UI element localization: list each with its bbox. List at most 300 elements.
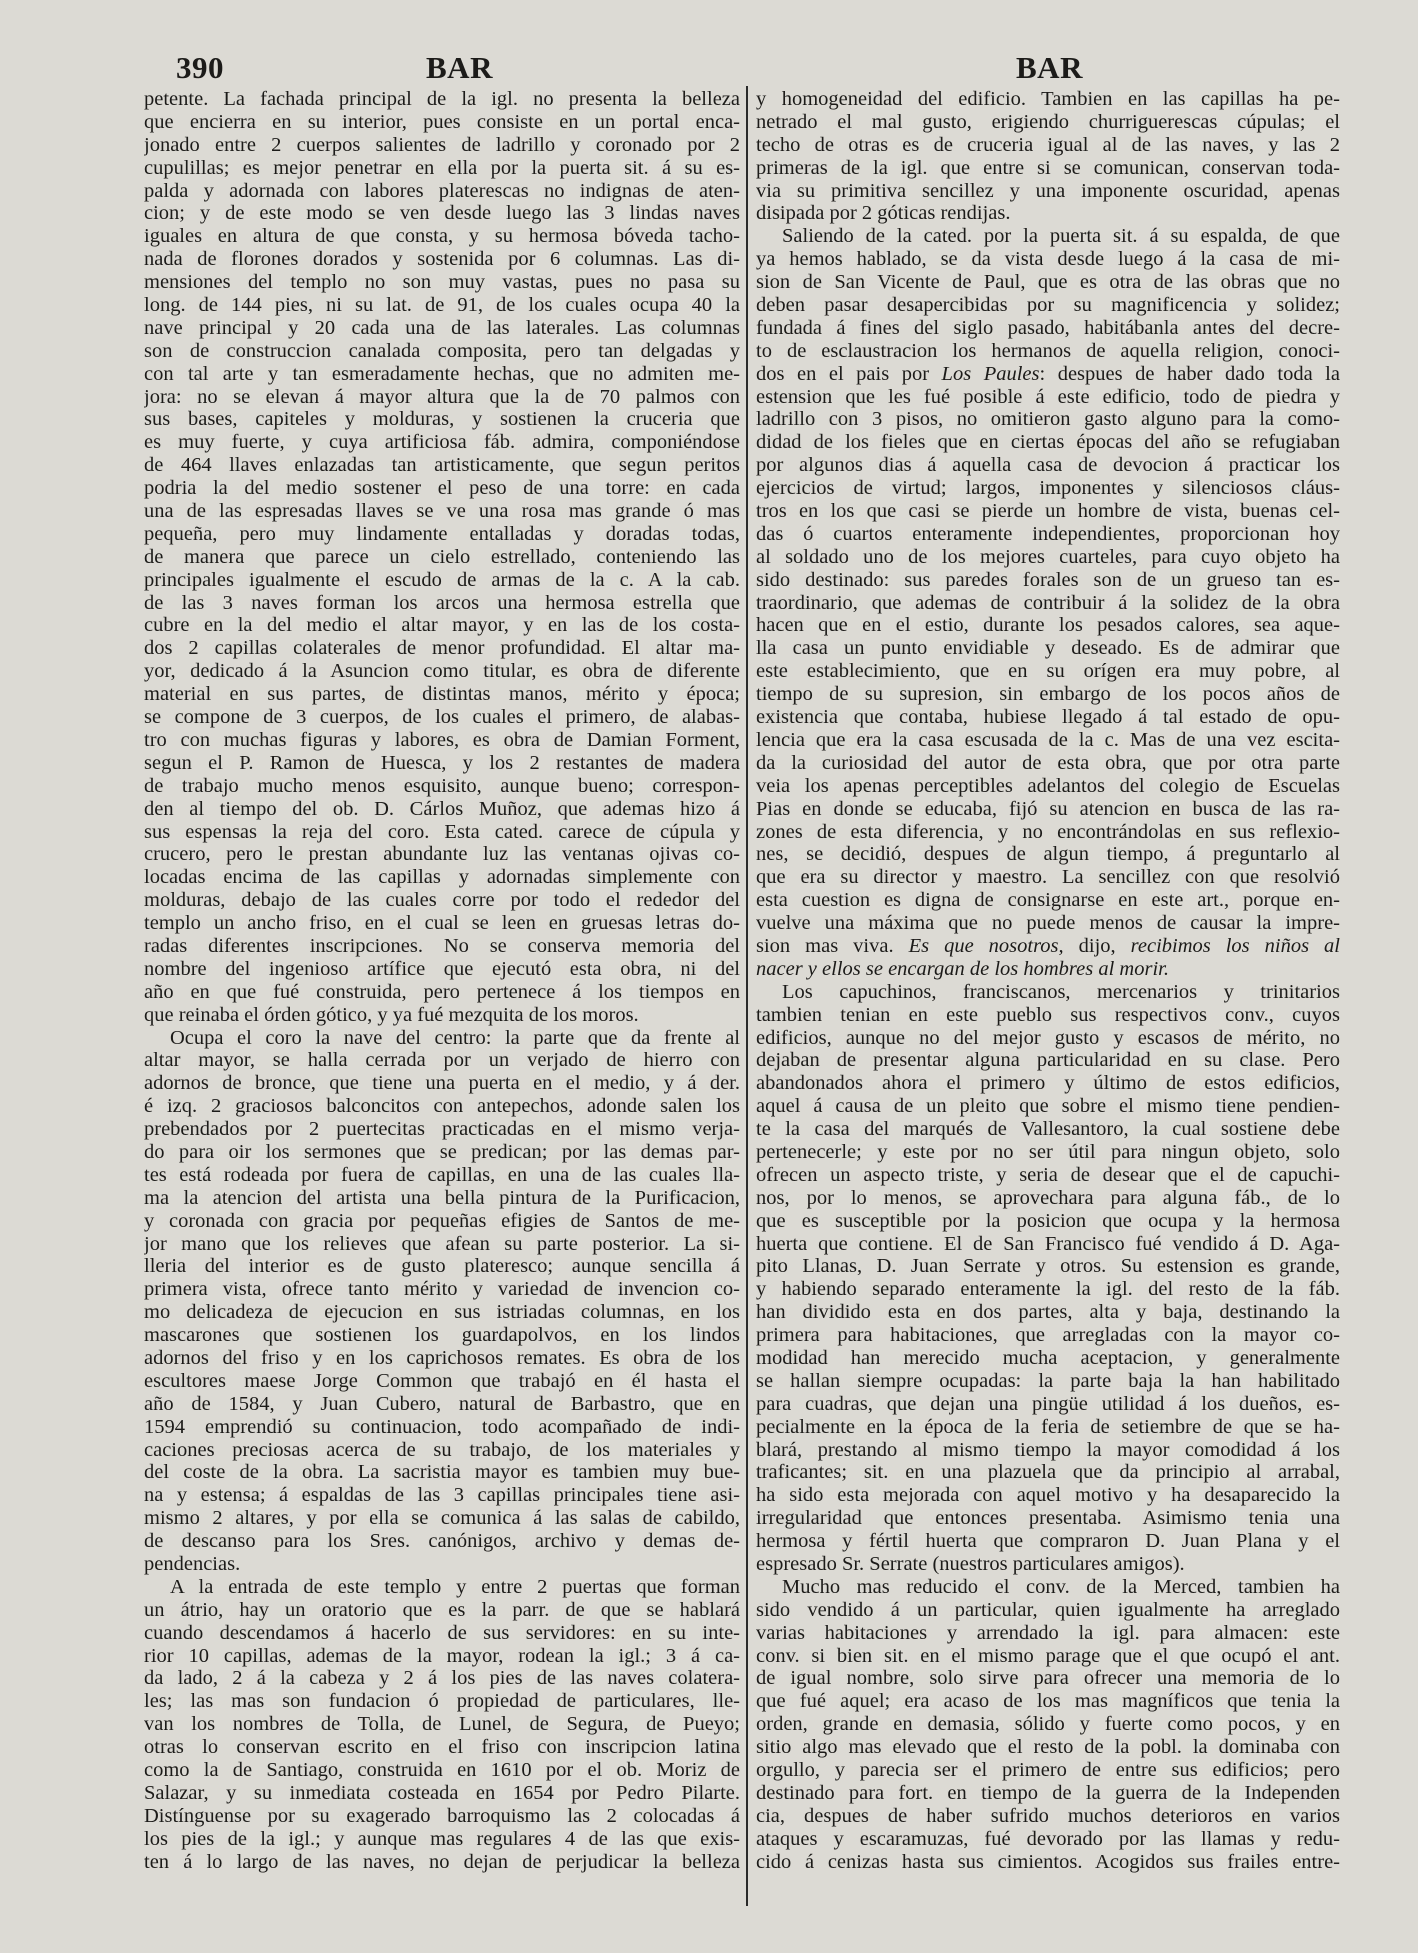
text-line bbox=[144, 843, 740, 866]
text-line bbox=[756, 1301, 1340, 1324]
text-line bbox=[756, 1622, 1340, 1645]
line-text: to de esclaustracion los hermanos de aquella religion, conoci- bbox=[756, 339, 1340, 362]
line-text: pito Llanas, D. Juan Serrate y otros. Su estension es grande, bbox=[756, 1255, 1340, 1278]
line-text: ma la atencion del artista una bella pintura de la Purificacion, bbox=[144, 1186, 740, 1209]
text-line bbox=[756, 614, 1340, 637]
text-line bbox=[756, 821, 1340, 844]
line-text: rior 10 capillas, ademas de la mayor, rodean la igl.; 3 á ca- bbox=[144, 1644, 740, 1667]
text-line bbox=[144, 1690, 740, 1713]
text-line bbox=[144, 1667, 740, 1690]
line-text: vuelve una máxima que no puede menos de causar la impre- bbox=[756, 912, 1340, 935]
text-line bbox=[756, 1713, 1340, 1736]
line-text: lencia que era la casa escusada de la c. Mas de una vez escita- bbox=[756, 728, 1340, 751]
line-text: na y estensa; á espaldas de las 3 capillas principales tiene asi- bbox=[144, 1484, 740, 1507]
line-text: pendencias. bbox=[144, 1553, 241, 1575]
line-text: sus bases, capiteles y molduras, y sostienen la cruceria que bbox=[144, 408, 740, 431]
line-text: ladrillo con 3 pisos, no omitieron gasto alguno para la como- bbox=[756, 408, 1340, 431]
text-line bbox=[756, 637, 1340, 660]
line-text: que era su director y maestro. La sencillez con que resolvió bbox=[756, 866, 1340, 889]
line-text: destinado para fort. en tiempo de la guerra de la Independen bbox=[756, 1781, 1340, 1804]
line-text: de 464 llaves enlazadas tan artisticamente, que segun peritos bbox=[144, 454, 740, 477]
line-text: mo delicadeza de ejecucion en sus istriadas columnas, en los bbox=[144, 1301, 740, 1324]
line-text: irregularidad que entonces presentaba. Asimismo tenia una bbox=[756, 1507, 1340, 1530]
line-text: blará, prestando al mismo tiempo la mayor comodidad á los bbox=[756, 1438, 1340, 1461]
line-text: palda y adornada con labores platerescas no indignas de aten- bbox=[144, 179, 740, 202]
line-text: del coste de la obra. La sacristia mayor es tambien muy bue- bbox=[144, 1461, 740, 1484]
text-line bbox=[756, 1484, 1340, 1507]
text-line bbox=[144, 1553, 740, 1576]
line-text: ha sido esta mejorada con aquel motivo y ha desaparecido la bbox=[756, 1484, 1340, 1507]
text-line bbox=[756, 1187, 1340, 1210]
text-line bbox=[756, 225, 1340, 248]
text-line bbox=[144, 1118, 740, 1141]
text-line bbox=[756, 1667, 1340, 1690]
line-text: son de construccion canalada composita, pero tan delgadas y bbox=[144, 339, 740, 362]
line-text: molduras, debajo de las cuales corre por todo el rededor del bbox=[144, 889, 740, 912]
text-line bbox=[144, 1805, 740, 1828]
text-line bbox=[756, 706, 1340, 729]
text-line bbox=[756, 1851, 1340, 1874]
line-text: sus espensas la reja del coro. Esta cated. carece de cúpula y bbox=[144, 820, 740, 843]
line-text: sitio algo mas elevado que el resto de la pobl. la dominaba con bbox=[756, 1736, 1340, 1759]
text-line bbox=[144, 317, 740, 340]
line-text: cupulillas; es mejor penetrar en ella por la puerta sit. á su es- bbox=[144, 156, 740, 179]
line-text: al soldado uno de los mejores cuarteles, para cuyo objeto ha bbox=[756, 545, 1340, 568]
line-text: huerta que contiene. El de San Francisco fué vendido á D. Aga- bbox=[756, 1232, 1340, 1255]
line-text: este establecimiento, que en su orígen era muy pobre, al bbox=[756, 660, 1340, 683]
text-line bbox=[144, 1599, 740, 1622]
line-text: orden, grande en demasia, sólido y fuerte como pocos, y en bbox=[756, 1713, 1340, 1736]
running-headword-left: BAR bbox=[426, 50, 493, 85]
italic-text: Es que nosotros, bbox=[908, 934, 1064, 957]
text-line bbox=[756, 866, 1340, 889]
line-text: te la casa del marqués de Vallesantoro, la cual sostiene debe bbox=[756, 1118, 1340, 1141]
text-line bbox=[144, 729, 740, 752]
text-line bbox=[144, 431, 740, 454]
text-line bbox=[144, 134, 740, 157]
line-text: altar mayor, se halla cerrada por un verjado de hierro con bbox=[144, 1049, 740, 1072]
text-line bbox=[144, 1713, 740, 1736]
line-text: abandonados ahora el primero y último de estos edificios, bbox=[756, 1072, 1340, 1095]
line-text: esta cuestion es digna de consignarse en este art., porque en- bbox=[756, 889, 1340, 912]
line-text: lleria del interior es de gusto plateresco; aunque sencilla á bbox=[144, 1255, 740, 1278]
text-line bbox=[756, 431, 1340, 454]
line-text: que fué aquel; era acaso de los mas magníficos que tenia la bbox=[756, 1690, 1340, 1713]
line-text: sion mas viva. bbox=[756, 934, 909, 957]
text-line bbox=[756, 1439, 1340, 1462]
line-text: jor mano que los relieves que afean su parte posterior. La si- bbox=[144, 1232, 740, 1255]
right-text-column bbox=[756, 88, 1340, 1873]
line-text: cion; y de este modo se ven desde luego las 3 lindas naves bbox=[144, 202, 740, 225]
text-line bbox=[144, 1301, 740, 1324]
text-line bbox=[144, 912, 740, 935]
line-text: fundada á fines del siglo pasado, habitábanla antes del decre- bbox=[756, 316, 1340, 339]
line-text: conv. si bien sit. en el mismo parage que el que ocupó el ant. bbox=[756, 1644, 1340, 1667]
line-text: Ocupa el coro la nave del centro: la parte que da frente al bbox=[170, 1026, 740, 1049]
text-line bbox=[144, 1416, 740, 1439]
text-line bbox=[756, 454, 1340, 477]
text-line bbox=[756, 1507, 1340, 1530]
text-line bbox=[756, 157, 1340, 180]
line-text: de manera que parece un cielo estrellado, conteniendo las bbox=[144, 545, 740, 568]
line-text: pertenecerle; y este por no ser útil para ningun objeto, solo bbox=[756, 1140, 1340, 1163]
text-line bbox=[756, 729, 1340, 752]
text-line bbox=[756, 1805, 1340, 1828]
text-line bbox=[144, 614, 740, 637]
text-line bbox=[756, 248, 1340, 271]
text-line bbox=[144, 866, 740, 889]
text-line bbox=[144, 202, 740, 225]
italic-text: nacer y ellos se encargan de los hombres al morir. bbox=[756, 957, 1169, 980]
text-line bbox=[756, 1118, 1340, 1141]
line-text: segun el P. Ramon de Huesca, y los 2 restantes de madera bbox=[144, 751, 740, 774]
text-line bbox=[756, 88, 1340, 111]
line-text: das ó cuartos enteramente independientes, proporcionan hoy bbox=[756, 522, 1340, 545]
text-line bbox=[756, 775, 1340, 798]
line-text: mascarones que sostienen los guardapolvos, en los lindos bbox=[144, 1324, 740, 1347]
line-text: ejercicios de virtud; largos, imponentes y silenciosos cláus- bbox=[756, 477, 1340, 500]
text-line bbox=[756, 1759, 1340, 1782]
line-text: dos en el pais por bbox=[756, 362, 942, 385]
text-line bbox=[144, 1004, 740, 1027]
text-line bbox=[144, 1530, 740, 1553]
text-line bbox=[144, 1439, 740, 1462]
line-text: y habiendo separado enteramente la igl. del resto de la fáb. bbox=[756, 1278, 1340, 1301]
text-line bbox=[144, 1782, 740, 1805]
page-number: 390 bbox=[176, 50, 224, 85]
line-text: ataques y escaramuzas, fué devorado por las llamas y redu- bbox=[756, 1827, 1340, 1850]
text-line bbox=[144, 1851, 740, 1874]
line-text: do para oir los sermones que se predican; por las demas par- bbox=[144, 1140, 740, 1163]
line-text: deben pasar desapercibidas por su magnificencia y solidez; bbox=[756, 294, 1340, 317]
line-text: traficantes; sit. en una plazuela que da principio al arrabal, bbox=[756, 1461, 1340, 1484]
line-text: de igual nombre, solo sirve para ofrecer una memoria de lo bbox=[756, 1667, 1340, 1690]
line-text: dejaban de presentar alguna particularidad en su clase. Pero bbox=[756, 1049, 1340, 1072]
text-line bbox=[756, 134, 1340, 157]
line-text: tes está rodeada por fuera de capillas, en una de las cuales lla- bbox=[144, 1163, 740, 1186]
text-line bbox=[756, 1645, 1340, 1668]
line-text: cido á cenizas hasta sus cimientos. Acogidos sus frailes entre- bbox=[756, 1850, 1340, 1873]
text-line bbox=[144, 775, 740, 798]
text-line bbox=[756, 363, 1340, 386]
line-text: jora: no se elevan á mayor altura que la de 70 palmos con bbox=[144, 385, 740, 408]
line-text: long. de 144 pies, ni su lat. de 91, de los cuales ocupa 40 la bbox=[144, 294, 740, 317]
line-text: Saliendo de la cated. por la puerta sit. á su espalda, de que bbox=[782, 225, 1340, 248]
text-line bbox=[756, 1095, 1340, 1118]
text-line bbox=[756, 1233, 1340, 1256]
line-text: que es susceptible por la posicion que ocupa y la hermosa bbox=[756, 1209, 1340, 1232]
text-line bbox=[144, 1072, 740, 1095]
line-text: lla casa un punto envidiable y deseado. Es de admirar que bbox=[756, 637, 1340, 660]
line-text: tros en los que casi se pierde un hombre de vista, buenas cel- bbox=[756, 500, 1340, 523]
line-text: pecialmente en la época de la feria de setiembre de que se ha- bbox=[756, 1415, 1340, 1438]
column-divider bbox=[746, 86, 748, 1906]
line-text: se compone de 3 cuerpos, de los cuales el primero, de alabas- bbox=[144, 706, 740, 729]
line-text: van los nombres de Tolla, de Lunel, de Segura, de Pueyo; bbox=[144, 1713, 740, 1736]
text-line bbox=[756, 294, 1340, 317]
text-line bbox=[756, 1324, 1340, 1347]
line-text: Pias en donde se educaba, fijó su atencion en busca de las ra- bbox=[756, 797, 1340, 820]
text-line bbox=[144, 1393, 740, 1416]
line-text: sion de San Vicente de Paul, que es otra de las obras que no bbox=[756, 271, 1340, 294]
line-text: didad de los fieles que en ciertas épocas del año se refugiaban bbox=[756, 431, 1340, 454]
line-text: dos 2 capillas colaterales de menor profundidad. El altar ma- bbox=[144, 637, 740, 660]
text-line bbox=[144, 500, 740, 523]
text-line bbox=[756, 477, 1340, 500]
line-text: yor, dedicado á la Asuncion como titular, es obra de diferente bbox=[144, 660, 740, 683]
text-line bbox=[756, 1004, 1340, 1027]
line-text: espresado Sr. Serrate (nuestros particulares amigos). bbox=[756, 1553, 1185, 1575]
text-line bbox=[756, 340, 1340, 363]
line-text: 1594 emprendió su continuacion, todo acompañado de indi- bbox=[144, 1415, 740, 1438]
italic-text: recibimos los niños al bbox=[1130, 934, 1340, 957]
line-text: locadas encima de las capillas y adornadas simplemente con bbox=[144, 866, 740, 889]
text-line bbox=[756, 1278, 1340, 1301]
line-text: sido destinado: sus paredes forales son de un grueso tan es- bbox=[756, 568, 1340, 591]
line-text: cubre en la del medio el altar mayor, y en las de los costa- bbox=[144, 614, 740, 637]
text-line bbox=[756, 660, 1340, 683]
line-text: estension que les fué posible á este edificio, todo de piedra y bbox=[756, 385, 1340, 408]
text-line bbox=[756, 1576, 1340, 1599]
line-text: orgullo, y parecia ser el primero de entre sus edificios; pero bbox=[756, 1759, 1340, 1782]
text-line bbox=[756, 180, 1340, 203]
text-line bbox=[144, 294, 740, 317]
line-text: y coronada con gracia por pequeñas efigies de Santos de me- bbox=[144, 1209, 740, 1232]
text-line bbox=[144, 821, 740, 844]
line-text: para cuadras, que dejan una pingüe utilidad á los dueños, es- bbox=[756, 1392, 1340, 1415]
text-line bbox=[756, 798, 1340, 821]
text-line bbox=[144, 408, 740, 431]
text-line bbox=[144, 1759, 740, 1782]
text-line bbox=[756, 1141, 1340, 1164]
line-text: de descanso para los Sres. canónigos, archivo y demas de- bbox=[144, 1530, 740, 1553]
line-text: dijo, bbox=[1063, 934, 1131, 957]
text-line bbox=[756, 912, 1340, 935]
text-line bbox=[756, 317, 1340, 340]
line-text: y homogeneidad del edificio. Tambien en las capillas ha pe- bbox=[756, 88, 1340, 110]
line-text: año de 1584, y Juan Cubero, natural de Barbastro, que en bbox=[144, 1392, 740, 1415]
line-text: principales igualmente el escudo de armas de la c. A la cab. bbox=[144, 568, 740, 591]
line-text: nos, por lo menos, se aprovechara para alguna fáb., de lo bbox=[756, 1186, 1340, 1209]
line-text: por algunos dias á aquella casa de devocion á practicar los bbox=[756, 454, 1340, 477]
line-text: aquel á causa de un pleito que sobre el mismo tiene pendien- bbox=[756, 1095, 1340, 1118]
text-line bbox=[756, 1393, 1340, 1416]
text-line bbox=[756, 889, 1340, 912]
text-line bbox=[144, 1027, 740, 1050]
text-line bbox=[756, 1736, 1340, 1759]
line-text: de trabajo mucho menos esquisito, aunque bueno; correspon- bbox=[144, 774, 740, 797]
text-line bbox=[144, 683, 740, 706]
line-text: otras lo conservan escrito en el friso con inscripcion latina bbox=[144, 1736, 740, 1759]
line-text: sido vendido á un particular, quien igualmente ha arreglado bbox=[756, 1598, 1340, 1621]
line-text: traordinario, que ademas de contribuir á la solidez de la obra bbox=[756, 591, 1340, 614]
line-text: tiempo de su supresion, sin embargo de los pocos años de bbox=[756, 683, 1340, 706]
left-text-column bbox=[144, 88, 740, 1873]
line-text: prebendados por 2 puertecitas practicadas en el mismo verja- bbox=[144, 1118, 740, 1141]
line-text: primera para habitaciones, que arregladas con la mayor co- bbox=[756, 1324, 1340, 1347]
text-line bbox=[144, 1576, 740, 1599]
text-line bbox=[144, 386, 740, 409]
text-line bbox=[756, 1164, 1340, 1187]
line-text: los pies de la igl.; y aunque mas regulares 4 de las que exis- bbox=[144, 1827, 740, 1850]
line-text: pequeña, pero muy lindamente entalladas y doradas todas, bbox=[144, 522, 740, 545]
italic-text: Los Paules bbox=[941, 362, 1040, 385]
text-line bbox=[756, 1255, 1340, 1278]
text-line bbox=[756, 500, 1340, 523]
text-line bbox=[144, 889, 740, 912]
line-text: podria la del medio sostener el peso de una torre: en cada bbox=[144, 477, 740, 500]
text-line bbox=[144, 1141, 740, 1164]
text-line bbox=[144, 1278, 740, 1301]
text-line bbox=[756, 1530, 1340, 1553]
line-text: é izq. 2 graciosos balconcitos con antepechos, adonde salen los bbox=[144, 1095, 740, 1118]
line-text: ofrecen un aspecto triste, y seria de desear que el de capuchi- bbox=[756, 1163, 1340, 1186]
line-text: disipada por 2 góticas rendijas. bbox=[756, 202, 1011, 225]
text-line bbox=[756, 1599, 1340, 1622]
text-line bbox=[144, 1622, 740, 1645]
line-text: radas diferentes inscripciones. No se conserva memoria del bbox=[144, 934, 740, 957]
line-text: Distínguense por su exagerado barroquismo las 2 colocadas á bbox=[144, 1804, 740, 1827]
line-text: hacen que en el estio, durante los pesados calores, sea aque- bbox=[756, 614, 1340, 637]
text-line bbox=[756, 1027, 1340, 1050]
line-text: via su primitiva sencillez y una imponente oscuridad, apenas bbox=[756, 179, 1340, 202]
line-text: zones de esta diferencia, y no encontrándolas en sus reflexio- bbox=[756, 820, 1340, 843]
line-text: con tal arte y tan esmeradamente hechas, que no admiten me- bbox=[144, 362, 740, 385]
text-line bbox=[756, 386, 1340, 409]
text-line bbox=[144, 1233, 740, 1256]
line-text: hermosa y fértil huerta que compraron D. Juan Plana y el bbox=[756, 1530, 1340, 1553]
line-text: cia, despues de haber sufrido muchos deterioros en varios bbox=[756, 1804, 1340, 1827]
text-line bbox=[144, 706, 740, 729]
line-text: iguales en altura de que consta, y su hermosa bóveda tacho- bbox=[144, 225, 740, 248]
text-line bbox=[144, 111, 740, 134]
text-line bbox=[144, 592, 740, 615]
line-text: templo un ancho friso, en el cual se leen en gruesas letras do- bbox=[144, 912, 740, 935]
line-text: modidad han merecido mucha aceptacion, y generalmente bbox=[756, 1346, 1340, 1369]
line-text: año en que fué construida, pero pertenece á los tiempos en bbox=[144, 980, 740, 1003]
text-line bbox=[756, 111, 1340, 134]
text-line bbox=[756, 752, 1340, 775]
text-line bbox=[756, 1210, 1340, 1233]
text-line bbox=[756, 1461, 1340, 1484]
line-text: veia los apenas perceptibles adelantos del colegio de Escuelas bbox=[756, 774, 1340, 797]
line-text: mismo 2 altares, y por ella se comunica á las salas de cabildo, bbox=[144, 1507, 740, 1530]
text-line bbox=[756, 271, 1340, 294]
line-text: varias habitaciones y arrendado la igl. para almacen: este bbox=[756, 1621, 1340, 1644]
line-text: jonado entre 2 cuerpos salientes de ladrillo y coronado por 2 bbox=[144, 133, 740, 156]
text-line bbox=[756, 935, 1340, 958]
line-text: da lado, 2 á la cabeza y 2 á los pies de las naves colatera- bbox=[144, 1667, 740, 1690]
text-line bbox=[756, 569, 1340, 592]
text-line bbox=[144, 546, 740, 569]
line-text: caciones preciosas acerca de su trabajo, de los materiales y bbox=[144, 1438, 740, 1461]
text-line bbox=[144, 157, 740, 180]
line-text: que reinaba el órden gótico, y ya fué mezquita de los moros. bbox=[144, 1003, 639, 1026]
text-line bbox=[144, 1484, 740, 1507]
text-line bbox=[144, 1049, 740, 1072]
line-text: crucero, pero le prestan abundante luz las ventanas ojivas co- bbox=[144, 843, 740, 866]
line-text: es muy fuerte, y cuya artificiosa fáb. admira, componiéndose bbox=[144, 431, 740, 454]
text-line bbox=[144, 1736, 740, 1759]
text-line bbox=[144, 1828, 740, 1851]
text-line bbox=[144, 1210, 740, 1233]
line-text: tro con muchas figuras y labores, es obra de Damian Forment, bbox=[144, 728, 740, 751]
text-line bbox=[756, 546, 1340, 569]
text-line bbox=[144, 569, 740, 592]
line-text: una de las espresadas llaves se ve una rosa mas grande ó mas bbox=[144, 500, 740, 523]
text-line bbox=[144, 1507, 740, 1530]
text-line bbox=[756, 1049, 1340, 1072]
line-text: un átrio, hay un oratorio que es la parr. de que se hablará bbox=[144, 1598, 740, 1621]
text-line bbox=[144, 1095, 740, 1118]
line-text: ya hemos hablado, se da vista desde luego á la casa de mi- bbox=[756, 248, 1340, 271]
line-text: ten á lo largo de las naves, no dejan de perjudicar la belleza bbox=[144, 1850, 740, 1873]
line-text: material en sus partes, de distintas manos, mérito y época; bbox=[144, 683, 740, 706]
line-text: que encierra en su interior, pues consiste en un portal enca- bbox=[144, 110, 740, 133]
text-line bbox=[144, 798, 740, 821]
text-line bbox=[144, 248, 740, 271]
line-text: adornos del friso y en los caprichosos remates. Es obra de los bbox=[144, 1346, 740, 1369]
text-line bbox=[144, 1645, 740, 1668]
line-text: netrado el mal gusto, erigiendo churriguerescas cúpulas; el bbox=[756, 110, 1340, 133]
line-text: nes, se decidió, despues de algun tiempo, á preguntarlo al bbox=[756, 843, 1340, 866]
text-line bbox=[144, 1255, 740, 1278]
text-line bbox=[144, 1461, 740, 1484]
text-line bbox=[756, 1416, 1340, 1439]
text-line bbox=[756, 981, 1340, 1004]
text-line bbox=[756, 1553, 1340, 1576]
line-text: den al tiempo del ob. D. Cárlos Muñoz, que ademas hizo á bbox=[144, 797, 740, 820]
text-line bbox=[144, 935, 740, 958]
line-text: existencia que contaba, hubiese llegado á tal estado de opu- bbox=[756, 706, 1340, 729]
line-text: les; las mas son fundacion ó propiedad de particulares, lle- bbox=[144, 1690, 740, 1713]
line-text: nombre del ingenioso artífice que ejecutó esta obra, ni del bbox=[144, 957, 740, 980]
text-line bbox=[144, 1324, 740, 1347]
text-line bbox=[144, 88, 740, 111]
text-line bbox=[144, 981, 740, 1004]
text-line bbox=[144, 1347, 740, 1370]
line-text: adornos de bronce, que tiene una puerta en el medio, y á der. bbox=[144, 1072, 740, 1095]
text-line bbox=[756, 523, 1340, 546]
text-line bbox=[144, 477, 740, 500]
line-text: : despues de haber dado toda la bbox=[1039, 362, 1340, 385]
line-text: como la de Santiago, construida en 1610 por el ob. Moriz de bbox=[144, 1759, 740, 1782]
text-line bbox=[144, 523, 740, 546]
line-text: primeras de la igl. que entre si se comunican, conservan toda- bbox=[756, 156, 1340, 179]
text-line bbox=[756, 958, 1340, 981]
text-line bbox=[756, 683, 1340, 706]
text-line bbox=[144, 180, 740, 203]
text-line bbox=[144, 225, 740, 248]
text-line bbox=[144, 340, 740, 363]
line-text: Salazar, y su inmediata costeada en 1654 por Pedro Pilarte. bbox=[144, 1781, 740, 1804]
text-line bbox=[756, 1347, 1340, 1370]
text-line bbox=[144, 752, 740, 775]
line-text: tambien tenian en este pueblo sus respectivos conv., cuyos bbox=[756, 1003, 1340, 1026]
text-line bbox=[756, 408, 1340, 431]
text-line bbox=[144, 454, 740, 477]
line-text: da la curiosidad del autor de esta obra, que por otra parte bbox=[756, 751, 1340, 774]
line-text: nave principal y 20 cada una de las laterales. Las columnas bbox=[144, 316, 740, 339]
line-text: cuando descendamos á hacerlo de sus servidores: en su inte- bbox=[144, 1621, 740, 1644]
line-text: de las 3 naves forman los arcos una hermosa estrella que bbox=[144, 591, 740, 614]
text-line bbox=[756, 1072, 1340, 1095]
line-text: se hallan siempre ocupadas: la parte baja la han habilitado bbox=[756, 1369, 1340, 1392]
line-text: mensiones del templo no son muy vastas, pues no pasa su bbox=[144, 271, 740, 294]
text-line bbox=[144, 363, 740, 386]
text-line bbox=[756, 592, 1340, 615]
text-line bbox=[756, 1690, 1340, 1713]
